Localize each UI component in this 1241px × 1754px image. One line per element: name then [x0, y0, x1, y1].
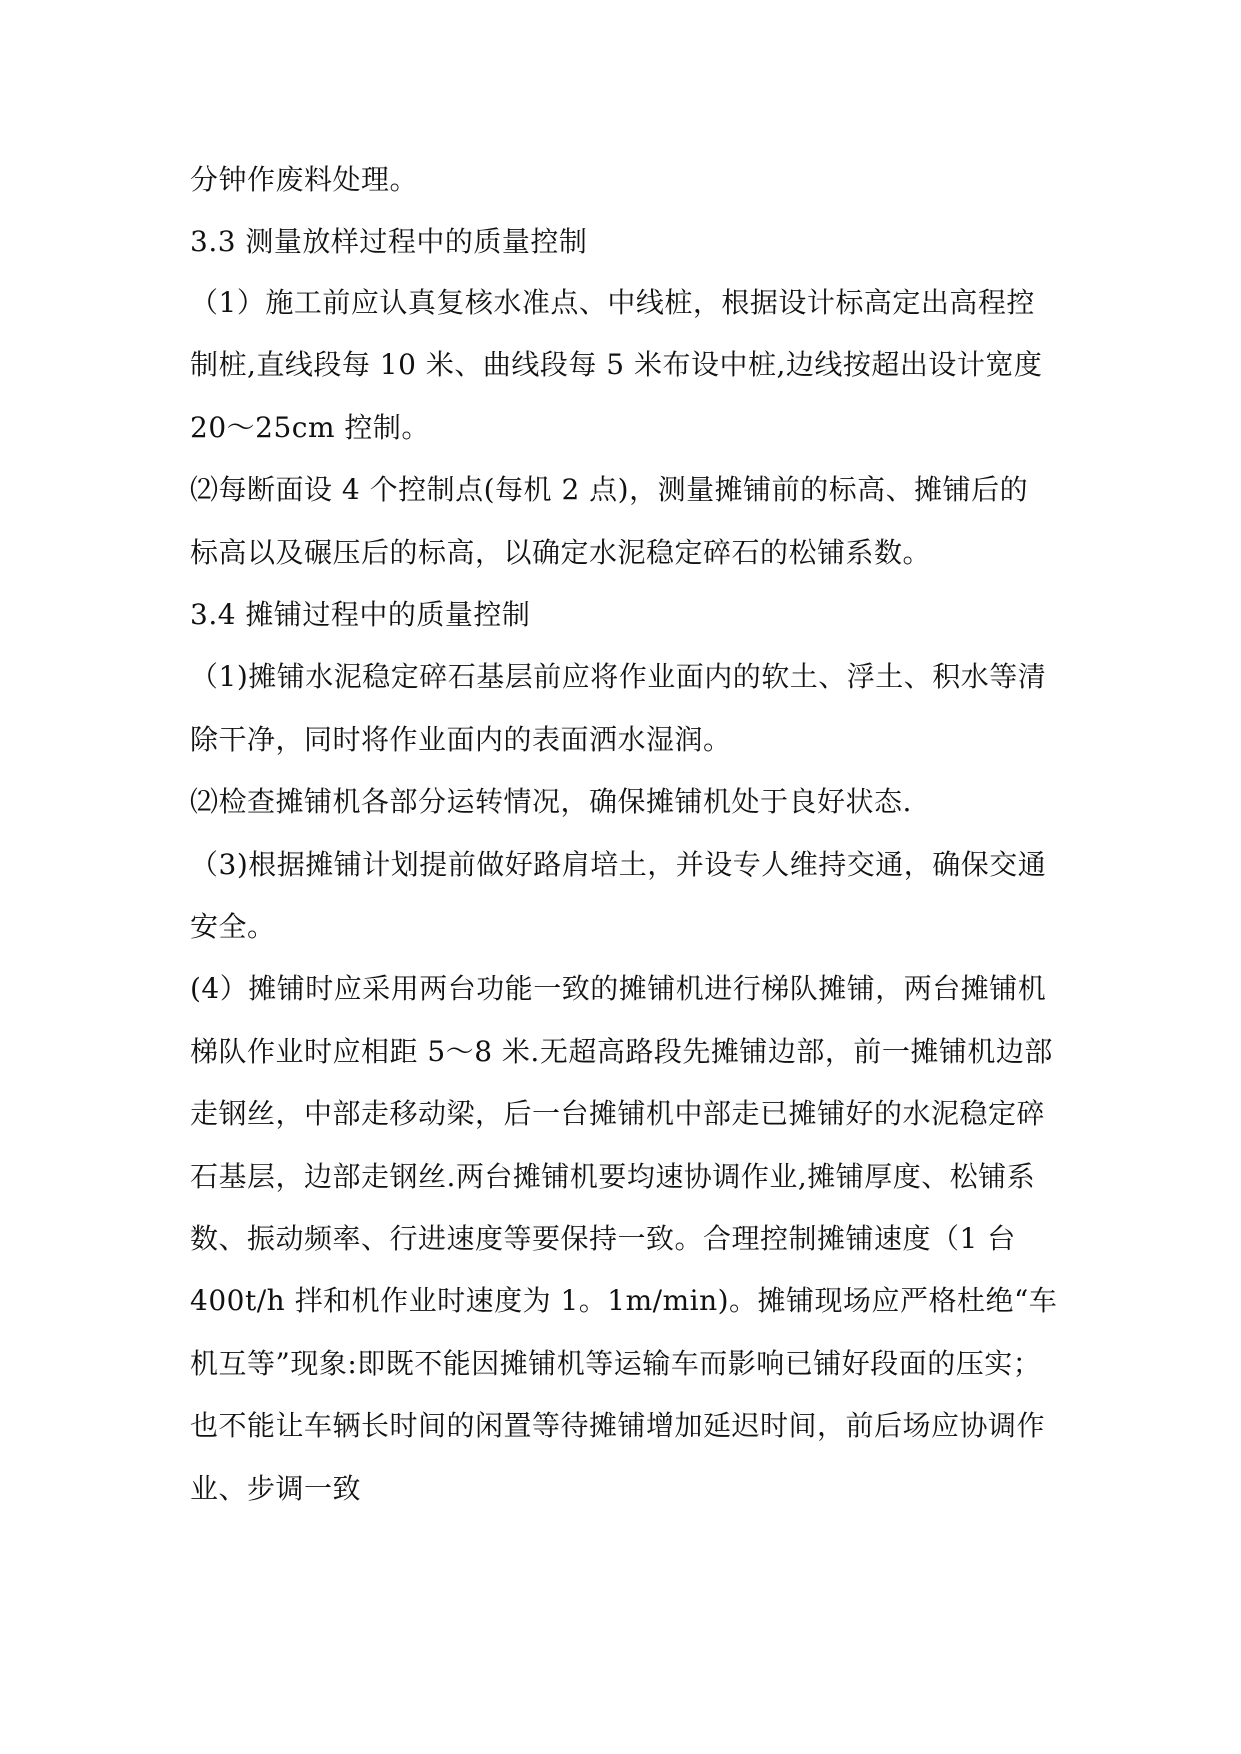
text-line: （3)根据摊铺计划提前做好路肩培土，并设专人维持交通，确保交通 [190, 848, 1047, 881]
text-line: 机互等”现象:即既不能因摊铺机等运输车而影响已铺好段面的压实； [190, 1347, 1042, 1380]
text-line: 除干净，同时将作业面内的表面洒水湿润。 [190, 723, 732, 756]
text-line: ⑵每断面设 4 个控制点(每机 2 点)，测量摊铺前的标高、摊铺后的 [190, 473, 1029, 506]
text-line: （1）施工前应认真复核水准点、中线桩，根据设计标高定出高程控 [190, 286, 1035, 319]
text-line: 制桩,直线段每 10 米、曲线段每 5 米布设中桩,边线按超出设计宽度 [190, 348, 1043, 381]
text-line: 标高以及碾压后的标高，以确定水泥稳定碎石的松铺系数。 [190, 536, 932, 569]
text-line: ⑵检查摊铺机各部分运转情况，确保摊铺机处于良好状态. [190, 785, 912, 818]
text-line: 安全。 [190, 910, 276, 943]
text-line: 走钢丝，中部走移动梁，后一台摊铺机中部走已摊铺好的水泥稳定碎 [190, 1097, 1046, 1130]
text-line: 400t/h 拌和机作业时速度为 1。1m/min)。摊铺现场应严格杜绝“车 [190, 1284, 1058, 1317]
text-line: (4）摊铺时应采用两台功能一致的摊铺机进行梯队摊铺，两台摊铺机 [190, 972, 1047, 1005]
text-line: 数、振动频率、行进速度等要保持一致。合理控制摊铺速度（1 台 [190, 1222, 1016, 1255]
text-line: 石基层，边部走钢丝.两台摊铺机要均速协调作业,摊铺厚度、松铺系 [190, 1160, 1036, 1193]
section-heading: 3.4 摊铺过程中的质量控制 [190, 598, 531, 631]
text-line: 业、步调一致 [190, 1472, 362, 1505]
text-line: 梯队作业时应相距 5～8 米.无超高路段先摊铺边部，前一摊铺机边部 [190, 1035, 1053, 1068]
section-heading: 3.3 测量放样过程中的质量控制 [190, 225, 588, 258]
text-line: （1)摊铺水泥稳定碎石基层前应将作业面内的软土、浮土、积水等清 [190, 660, 1047, 693]
text-line: 也不能让车辆长时间的闲置等待摊铺增加延迟时间，前后场应协调作 [190, 1409, 1046, 1442]
text-line: 20～25cm 控制。 [190, 411, 430, 444]
text-line: 分钟作废料处理。 [190, 163, 419, 196]
